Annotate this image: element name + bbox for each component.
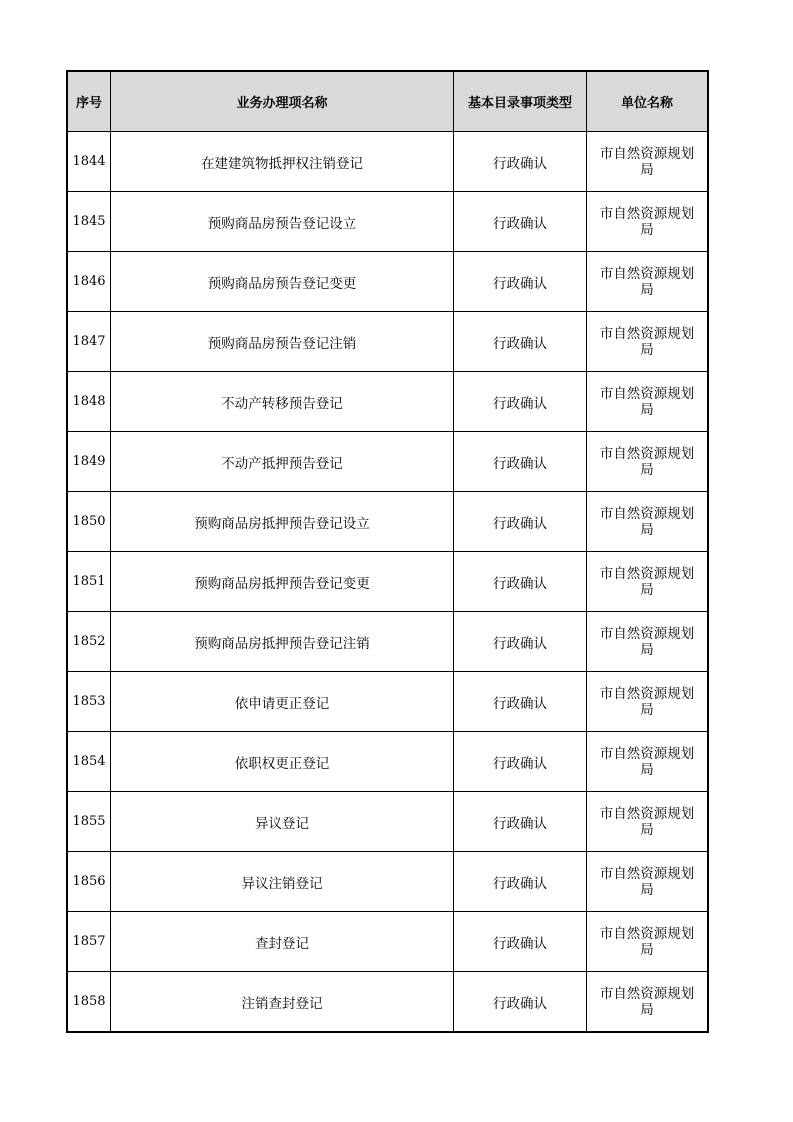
unit-name-text: 市自然资源规划局 xyxy=(599,145,695,178)
unit-name-cell xyxy=(587,432,708,492)
item-name-cell: 预购商品房预告登记变更 xyxy=(111,252,454,312)
item-type-cell: 行政确认 xyxy=(454,132,587,192)
item-name-cell: 异议登记 xyxy=(111,792,454,852)
serial-number-cell: 1857 xyxy=(68,912,111,972)
item-type-cell: 行政确认 xyxy=(454,912,587,972)
item-name-cell: 预购商品房抵押预告登记变更 xyxy=(111,552,454,612)
unit-name-cell xyxy=(587,132,708,192)
header-item-name: 业务办理项名称 xyxy=(111,72,454,132)
item-type-cell: 行政确认 xyxy=(454,252,587,312)
serial-number-cell: 1849 xyxy=(68,432,111,492)
serial-number-cell: 1848 xyxy=(68,372,111,432)
serial-number-cell: 1844 xyxy=(68,132,111,192)
item-name-cell: 查封登记 xyxy=(111,912,454,972)
item-name-cell: 注销查封登记 xyxy=(111,972,454,1032)
item-name-cell: 不动产转移预告登记 xyxy=(111,372,454,432)
table-row xyxy=(68,792,708,852)
table-row xyxy=(68,552,708,612)
table-header xyxy=(68,72,708,132)
serial-number-cell: 1845 xyxy=(68,192,111,252)
header-item-type: 基本目录事项类型 xyxy=(454,72,587,132)
item-name-cell: 在建建筑物抵押权注销登记 xyxy=(111,132,454,192)
unit-name-text: 市自然资源规划局 xyxy=(599,205,695,238)
unit-name-cell xyxy=(587,852,708,912)
serial-number-cell: 1855 xyxy=(68,792,111,852)
unit-name-cell xyxy=(587,792,708,852)
item-type-cell: 行政确认 xyxy=(454,432,587,492)
serial-number-cell: 1858 xyxy=(68,972,111,1032)
serial-number-cell: 1846 xyxy=(68,252,111,312)
item-name-cell: 预购商品房抵押预告登记注销 xyxy=(111,612,454,672)
unit-name-text: 市自然资源规划局 xyxy=(599,625,695,658)
unit-name-text: 市自然资源规划局 xyxy=(599,505,695,538)
item-type-cell: 行政确认 xyxy=(454,312,587,372)
item-type-cell: 行政确认 xyxy=(454,192,587,252)
unit-name-text: 市自然资源规划局 xyxy=(599,685,695,718)
table-row xyxy=(68,732,708,792)
serial-number-cell: 1847 xyxy=(68,312,111,372)
item-type-cell: 行政确认 xyxy=(454,732,587,792)
unit-name-text: 市自然资源规划局 xyxy=(599,265,695,298)
serial-number-cell: 1851 xyxy=(68,552,111,612)
unit-name-text: 市自然资源规划局 xyxy=(599,925,695,958)
table-body xyxy=(68,132,708,1032)
item-type-cell: 行政确认 xyxy=(454,672,587,732)
table-row xyxy=(68,492,708,552)
item-name-cell: 预购商品房抵押预告登记设立 xyxy=(111,492,454,552)
unit-name-text: 市自然资源规划局 xyxy=(599,565,695,598)
item-type-cell: 行政确认 xyxy=(454,372,587,432)
item-type-cell: 行政确认 xyxy=(454,552,587,612)
unit-name-cell xyxy=(587,312,708,372)
table-row xyxy=(68,912,708,972)
item-name-cell: 依申请更正登记 xyxy=(111,672,454,732)
unit-name-cell xyxy=(587,252,708,312)
unit-name-cell xyxy=(587,192,708,252)
item-name-cell: 异议注销登记 xyxy=(111,852,454,912)
table-row xyxy=(68,672,708,732)
item-name-cell: 依职权更正登记 xyxy=(111,732,454,792)
item-type-cell: 行政确认 xyxy=(454,972,587,1032)
table-row xyxy=(68,372,708,432)
unit-name-cell xyxy=(587,612,708,672)
unit-name-text: 市自然资源规划局 xyxy=(599,745,695,778)
unit-name-text: 市自然资源规划局 xyxy=(599,985,695,1018)
unit-name-text: 市自然资源规划局 xyxy=(599,445,695,478)
item-type-cell: 行政确认 xyxy=(454,612,587,672)
service-items-table xyxy=(67,71,708,1032)
unit-name-cell xyxy=(587,492,708,552)
table-row xyxy=(68,972,708,1032)
item-name-cell: 预购商品房预告登记设立 xyxy=(111,192,454,252)
serial-number-cell: 1853 xyxy=(68,672,111,732)
item-name-cell: 不动产抵押预告登记 xyxy=(111,432,454,492)
serial-number-cell: 1850 xyxy=(68,492,111,552)
unit-name-text: 市自然资源规划局 xyxy=(599,325,695,358)
unit-name-cell xyxy=(587,552,708,612)
unit-name-cell xyxy=(587,732,708,792)
table-row xyxy=(68,432,708,492)
item-type-cell: 行政确认 xyxy=(454,492,587,552)
unit-name-cell xyxy=(587,372,708,432)
table-row xyxy=(68,192,708,252)
item-name-cell: 预购商品房预告登记注销 xyxy=(111,312,454,372)
table-row xyxy=(68,252,708,312)
table-row xyxy=(68,132,708,192)
document-sheet xyxy=(67,71,707,1032)
unit-name-text: 市自然资源规划局 xyxy=(599,865,695,898)
table-row xyxy=(68,312,708,372)
unit-name-cell xyxy=(587,972,708,1032)
unit-name-cell xyxy=(587,912,708,972)
serial-number-cell: 1854 xyxy=(68,732,111,792)
serial-number-cell: 1852 xyxy=(68,612,111,672)
header-unit-name: 单位名称 xyxy=(587,72,708,132)
table-row xyxy=(68,612,708,672)
item-type-cell: 行政确认 xyxy=(454,792,587,852)
table-row xyxy=(68,852,708,912)
unit-name-text: 市自然资源规划局 xyxy=(599,805,695,838)
header-serial-number: 序号 xyxy=(68,72,111,132)
unit-name-cell xyxy=(587,672,708,732)
serial-number-cell: 1856 xyxy=(68,852,111,912)
item-type-cell: 行政确认 xyxy=(454,852,587,912)
header-row xyxy=(68,72,708,132)
unit-name-text: 市自然资源规划局 xyxy=(599,385,695,418)
